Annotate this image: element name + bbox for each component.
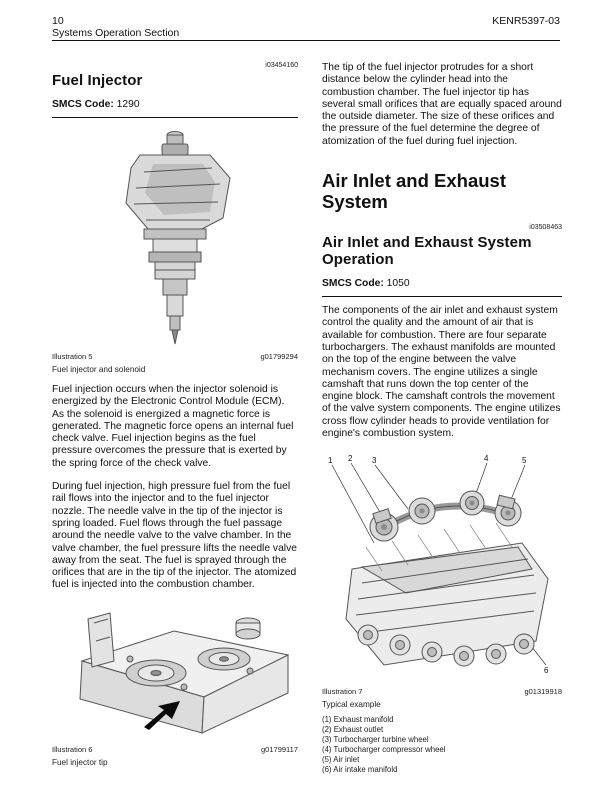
svg-text:2: 2 <box>348 454 353 464</box>
page-number: 10 <box>52 15 64 27</box>
callout-item: (6) Air intake manifold <box>322 765 398 775</box>
smcs-value: 1050 <box>386 278 410 290</box>
smcs-rule <box>322 296 562 297</box>
illustration-5 <box>52 126 298 374</box>
smcs-label: SMCS Code: <box>322 278 384 290</box>
smcs-rule <box>52 117 298 118</box>
svg-text:3: 3 <box>372 456 377 466</box>
section-title: Systems Operation Section <box>52 27 180 39</box>
illustration-caption: Fuel injector and solenoid <box>52 365 146 374</box>
svg-text:5: 5 <box>522 456 527 466</box>
ref-id: i03454160 <box>265 62 298 69</box>
page-header <box>52 16 560 39</box>
smcs-value: 1290 <box>116 99 140 110</box>
smcs-label: SMCS Code: <box>52 99 114 110</box>
illustration-caption: Typical example <box>322 700 381 710</box>
illustration-id: g01799117 <box>261 744 298 754</box>
paragraph: During fuel injection, high pressure fuel from the fuel rail flows into the injector and to the fuel injector nozzle. The needle valve in the tip of the injector is spring loaded. Fuel flows through the fuel passage around the needle valve to the valve chamber. In the valve chamber, the fuel pressure lifts the needle valve away from the seat. The fuel is sprayed through the orifices that are in the tip of the injector. The atomized fuel is injected into the combustion chamber. <box>52 481 297 591</box>
smcs-code-line <box>52 99 298 110</box>
left-column <box>52 62 298 777</box>
callout-list <box>322 715 562 775</box>
svg-text:1: 1 <box>328 456 333 466</box>
svg-text:4: 4 <box>484 454 489 464</box>
heading-air-inlet-operation: Air Inlet and Exhaust System Operation <box>322 234 532 269</box>
illustration-caption: Fuel injector tip <box>52 757 108 767</box>
callout-item: (5) Air inlet <box>322 755 360 765</box>
illustration-id: g01799294 <box>260 352 298 361</box>
ref-id: i03508463 <box>529 224 562 232</box>
fuel-injector-drawing <box>52 126 298 348</box>
svg-text:6: 6 <box>544 666 549 676</box>
callout-item: (1) Exhaust manifold <box>322 715 394 725</box>
callout-item: (3) Turbocharger turbine wheel <box>322 735 429 745</box>
callout-item: (2) Exhaust outlet <box>322 725 384 735</box>
illustration-label: Illustration 7 <box>322 687 363 697</box>
paragraph: The tip of the fuel injector protrudes for a short distance below the cylinder head into the combustion chamber. The fuel injector tip has several small orifices that are equally spaced around the outside diameter. The size of these orifices and the pressure of the fuel determine the degree of atomization of the fuel during fuel injection. <box>322 62 562 147</box>
illustration-id: g01319918 <box>524 687 562 697</box>
heading-air-inlet-exhaust-system: Air Inlet and Exhaust System <box>322 170 507 213</box>
engine-drawing <box>322 451 562 683</box>
right-column <box>322 62 562 775</box>
doc-code: KENR5397-03 <box>492 15 560 27</box>
paragraph: Fuel injection occurs when the injector solenoid is energized by the Electronic Control Module (ECM). As the solenoid is energized a magnetic force is generated. The magnetic force opens an internal fuel check valve. Fuel injection begins as the fuel pressure overcomes the pressure that is exerted by the spring force of the check valve. <box>52 384 294 469</box>
header-rule <box>52 40 560 41</box>
illustration-label: Illustration 6 <box>52 744 93 754</box>
smcs-code-line <box>322 278 562 289</box>
heading-fuel-injector: Fuel Injector <box>52 72 143 89</box>
illustration-6 <box>52 603 298 767</box>
illustration-7 <box>322 451 562 709</box>
fuel-injector-tip-drawing <box>52 603 298 741</box>
illustration-label: Illustration 5 <box>52 352 93 361</box>
callout-item: (4) Turbocharger compressor wheel <box>322 745 446 755</box>
paragraph: The components of the air inlet and exhaust system control the quality and the amount of air that is available for combustion. There are four separate turbochargers. The exhaust manifolds are mounted on the top of the engine between the valve mechanism covers. The engine utilizes a single camshaft that runs down the top center of the engine block. The camshaft controls the movement of the valve system components. The engine utilizes cross flow cylinder heads to provide ventilation for engine's combustion system. <box>322 305 561 440</box>
